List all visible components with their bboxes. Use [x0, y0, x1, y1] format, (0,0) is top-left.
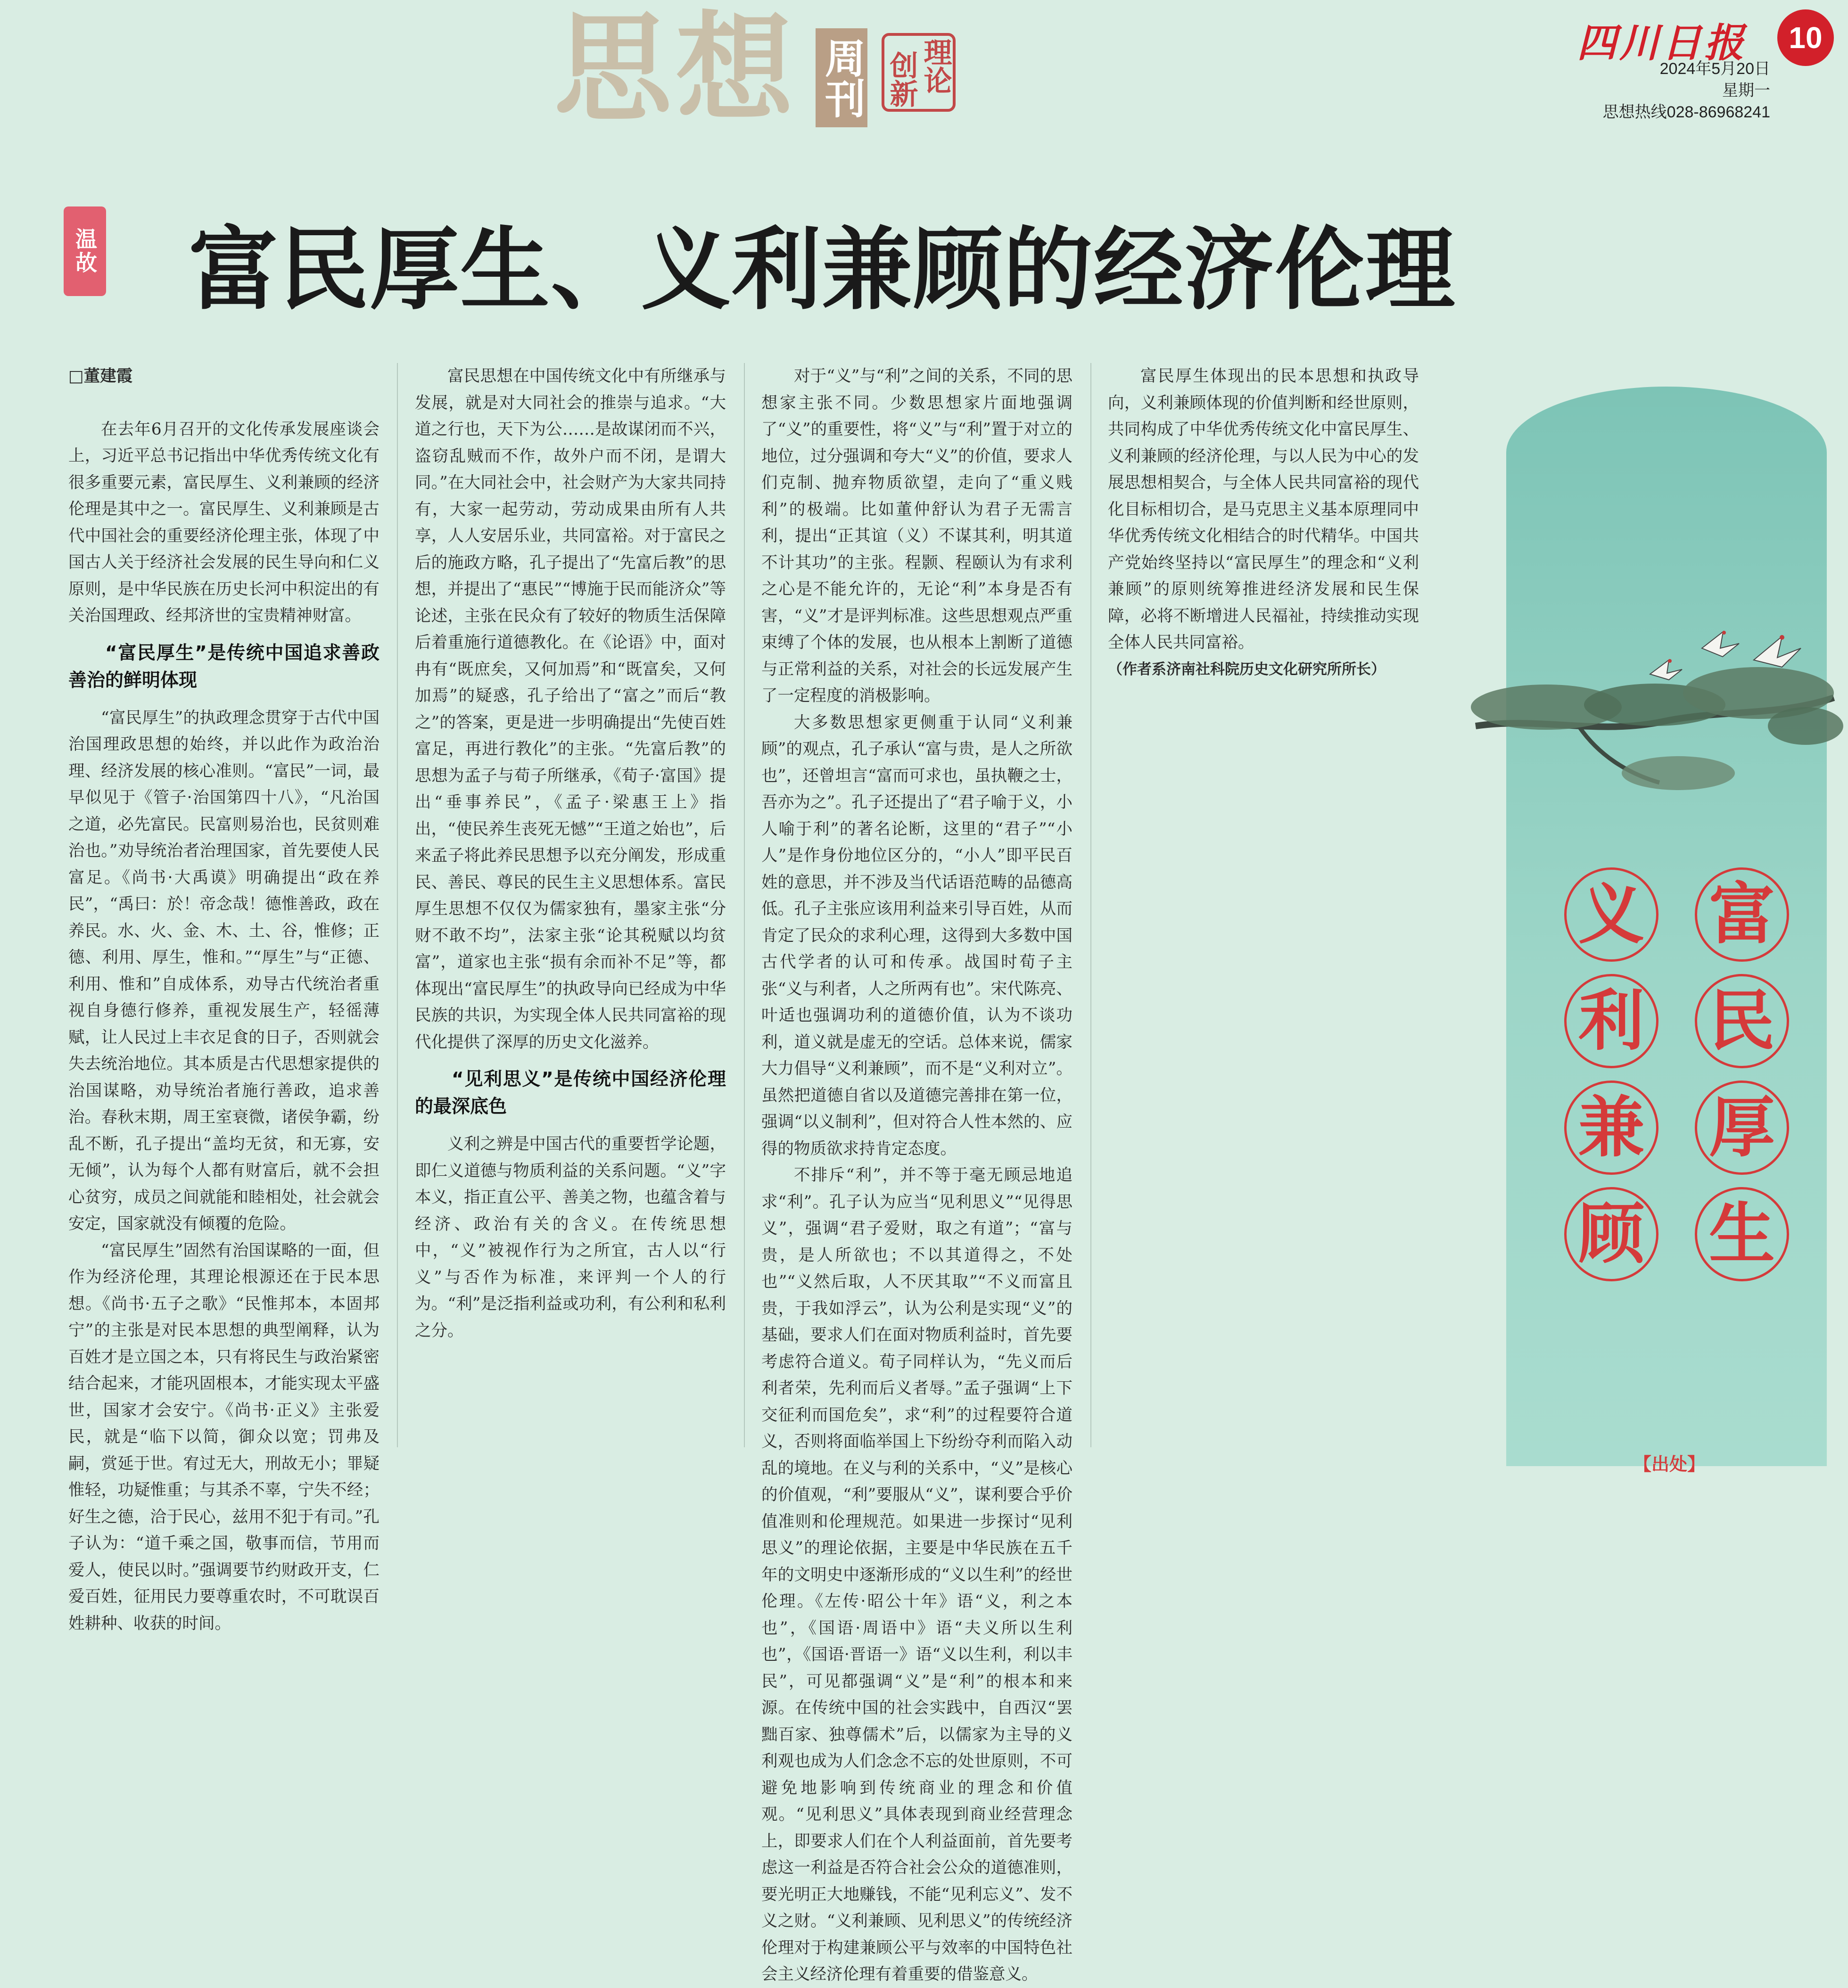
- paragraph-2: “富民厚生”固然有治国谋略的一面，但作为经济伦理，其理论根源还在于民本思想。《尚书·五子之歌》“民惟邦本，本固邦宁”的主张是对民本思想的典型阐释，认为百姓才是立国之本，只有将民生与政治紧密结合起来，才能巩固根本，才能实现太平盛世，国家才会安宁。《尚书·正义》主张爱民，就是“临下以简，御众以宽；罚弗及嗣，赏延于世。宥过无大，刑故无小；罪疑惟轻，功疑惟重；与其杀不辜，宁失不经；好生之德，洽于民心，兹用不犯于有司。”孔子认为：“道千乘之国，敬事而信，节用而爱人，使民以时。”强调要节约财政开支，仁爱百姓，征用民力要尊重农时，不可耽误百姓耕种、收获的时间。: [68, 1241, 380, 1633]
- paper-name: 四川日报: [1576, 19, 1747, 66]
- circled-char: 兼: [1564, 1081, 1658, 1175]
- circled-char: 富: [1695, 867, 1789, 962]
- circled-char: 利: [1564, 974, 1658, 1068]
- article-column-2: [415, 363, 726, 1447]
- byline: □董建霞: [68, 367, 133, 386]
- seal-text-b: 创新: [885, 50, 918, 107]
- pine-and-cranes-illustration: [1457, 603, 1843, 867]
- circled-char: 厚: [1695, 1081, 1789, 1175]
- theory-innovation-seal: [882, 33, 956, 112]
- paragraph-3: 富民思想在中国传统文化中有所继承与发展，就是对大同社会的推崇与追求。“大道之行也，天下为公……是故谋闭而不兴，盗窃乱贼而不作，故外户而不闭，是谓大同。”在大同社会中，社会财产为大家共同持有，大家一起劳动，劳动成果由所有人共享，人人安居乐业，共同富裕。对于富民之后的施政方略，孔子提出了“先富后教”的思想，并提出了“惠民”“博施于民而能济众”等论述，主张在民众有了较好的物质生活保障后着重施行道德教化。在《论语》中，面对冉有“既庶矣，又何加焉”和“既富矣，又何加焉”的疑惑，孔子给出了“富之”而后“教之”的答案，更是进一步明确提出“先使百姓富足，再进行教化”的主张。“先富后教”的思想为孟子与荀子所继承，《荀子·富国》提出“垂事养民”，《孟子·梁惠王上》指出，“使民养生丧死无憾”“王道之始也”，后来孟子将此养民思想予以充分阐发，形成重民、善民、尊民的民生主义思想体系。富民厚生思想不仅仅为儒家独有，墨家主张“分财不敢不均”，法家主张“论其税赋以均贫富”，道家也主张“损有余而补不足”等，都体现出“富民厚生”的执政导向已经成为中华民族的共识，为实现全体人民共同富裕的现代化提供了深厚的历史文化滋养。: [415, 367, 726, 1052]
- paragraph-1: “富民厚生”的执政理念贯穿于古代中国治国理政思想的始终，并以此作为政治治理、经济发展的核心准则。“富民”一词，最早似见于《管子·治国第四十八》，“凡治国之道，必先富民。民富则易治也，民贫则难治也。”劝导统治者治理国家，首先要使人民富足。《尚书·大禹谟》明确提出“政在养民”，“禹曰：於！帝念哉！德惟善政，政在养民。水、火、金、木、土、谷，惟修；正德、利用、厚生，惟和。”“厚生”与“正德、利用、惟和”自成体系，劝导古代统治者重视自身德行修养，重视发展生产，轻徭薄赋，让人民过上丰衣足食的日子，否则就会失去统治地位。其本质是古代思想家提供的治国谋略，劝导统治者施行善政，追求善治。春秋末期，周王室衰微，诸侯争霸，纷乱不断，孔子提出“盖均无贫，和无寡，安无倾”，认为每个人都有财富后，就不会担心贫穷，成员之间就能和睦相处，社会就会安定，国家就没有倾覆的危险。: [68, 708, 380, 1233]
- author-note: （作者系济南社科院历史文化研究所所长）: [1108, 660, 1386, 678]
- issue-weekday: 星期一: [1722, 82, 1770, 99]
- article-title: 富民厚生、义利兼顾的经济伦理: [189, 218, 1456, 322]
- column-tag: 温故: [64, 206, 106, 296]
- seal-text-a: 理论: [919, 37, 952, 94]
- issue-date: 2024年5月20日: [1659, 60, 1770, 78]
- weekly-label: 周刊: [816, 28, 867, 127]
- page-number-badge: 10: [1777, 9, 1834, 66]
- column-divider: [744, 363, 745, 1447]
- paragraph-6: 大多数思想家更侧重于认同“义利兼顾”的观点，孔子承认“富与贵，是人之所欲也”，还曾坦言“富而可求也，虽执鞭之士，吾亦为之”。孔子还提出了“君子喻于义，小人喻于利”的著名论断，这里的“君子”“小人”是作身份地位区分的，“小人”即平民百姓的意思，并不涉及当代话语范畴的品德高低。孔子主张应该用利益来引导百姓，从而肯定了民众的求利心理，这得到大多数中国古代学者的认可和传承。战国时荀子主张“义与利者，人之所两有也”。宋代陈亮、叶适也强调功利的道德价值，认为不谈功利，道义就是虚无的空话。总体来说，儒家大力倡导“义利兼顾”，而不是“义利对立”。虽然把道德自省以及道德完善排在第一位，强调“以义制利”，但对符合人性本然的、应得的物质欲求持肯定态度。: [761, 713, 1072, 1158]
- column-divider: [397, 363, 398, 1447]
- section-title: 思想: [554, 0, 797, 138]
- circled-chars-right: [1695, 867, 1789, 1281]
- circled-char: 义: [1564, 867, 1658, 962]
- circled-char: 顾: [1564, 1187, 1658, 1281]
- circled-chars-left: [1564, 867, 1658, 1281]
- paragraph-4: 义利之辨是中国古代的重要哲学论题，即仁义道德与物质利益的关系问题。“义”字本义，指正直公平、善美之物，也蕴含着与经济、政治有关的含义。在传统思想中，“义”被视作行为之所宜，古人以“行义”与否作为标准，来评判一个人的行为。“利”是泛指利益或功利，有公利和私利之分。: [415, 1135, 726, 1340]
- paragraph-7: 不排斥“利”，并不等于毫无顾忌地追求“利”。孔子认为应当“见利思义”“见得思义”，强调“君子爱财，取之有道”；“富与贵，是人所欲也；不以其道得之，不处也”“义然后取，人不厌其取”“不义而富且贵，于我如浮云”，认为公利是实现“义”的基础，要求人们在面对物质利益时，首先要考虑符合道义。荀子同样认为，“先义而后利者荣，先利而后义者辱。”孟子强调“上下交征利而国危矣”，求“利”的过程要符合道义，否则将面临举国上下纷纷夺利而陷入动乱的境地。在义与利的关系中，“义”是核心的价值观，“利”要服从“义”，谋利要合乎价值准则和伦理规范。如果进一步探讨“见利思义”的理论依据，主要是中华民族在五千年的文明史中逐渐形成的“义以生利”的经世伦理。《左传·昭公十年》语“义，利之本也”，《国语·周语中》语“夫义所以生利也”，《国语·晋语一》语“义以生利，利以丰民”，可见都强调“义”是“利”的根本和来源。在传统中国的社会实践中，自西汉“罢黜百家、独尊儒术”后，以儒家为主导的义利观也成为人们念念不忘的处世原则，不可避免地影响到传统商业的理念和价值观。“见利思义”具体表现到商业经营理念上，即要求人们在个人利益面前，首先要考虑这一利益是否符合社会公众的道德准则，要光明正大地赚钱，不能“见利忘义”、发不义之财。“义利兼顾、见利思义”的传统经济伦理对于构建兼顾公平与效率的中国特色社会主义经济伦理有着重要的借鉴意义。: [761, 1166, 1072, 1984]
- paragraph-5: 对于“义”与“利”之间的关系，不同的思想家主张不同。少数思想家片面地强调了“义”的重要性，将“义”与“利”置于对立的地位，过分强调和夸大“义”的价值，要求人们克制、抛弃物质欲望，走向了“重义贱利”的极端。比如董仲舒认为君子无需言利，提出“正其谊（义）不谋其利，明其道不计其功”的主张。程颢、程颐认为有求利之心是不能允许的，无论“利”本身是否有害，“义”才是评判标准。这些思想观点严重束缚了个体的发展，也从根本上割断了道德与正常利益的关系，对社会的长远发展产生了一定程度的消极影响。: [761, 367, 1072, 705]
- section-heading-1: “富民厚生”是传统中国追求善政善治的鲜明体现: [68, 642, 380, 691]
- source-label: 【出处】: [1634, 1454, 1706, 1475]
- article-column-1: [68, 363, 380, 1633]
- hotline: 思想热线028-86968241: [1602, 103, 1770, 121]
- circled-char: 生: [1695, 1187, 1789, 1281]
- column-divider: [1090, 363, 1091, 1447]
- circled-char: 民: [1695, 974, 1789, 1068]
- article-column-3: [761, 363, 1072, 1984]
- paragraph-intro: 在去年6月召开的文化传承发展座谈会上，习近平总书记指出中华优秀传统文化有很多重要元素，富民厚生、义利兼顾的经济伦理是其中之一。富民厚生、义利兼顾是古代中国社会的重要经济伦理主张，体现了中国古人关于经济社会发展的民生导向和仁义原则，是中华民族在历史长河中积淀出的有关治国理政、经邦济世的宝贵精神财富。: [68, 420, 380, 625]
- paragraph-8: 富民厚生体现出的民本思想和执政导向，义利兼顾体现的价值判断和经世原则，共同构成了中华优秀传统文化中富民厚生、义利兼顾的经济伦理，与以人民为中心的发展思想相契合，与全体人民共同富裕的现代化目标相切合，是马克思主义基本原理同中华优秀传统文化相结合的时代精华。中国共产党始终坚持以“富民厚生”的理念和“义利兼顾”的原则统筹推进经济发展和民生保障，必将不断增进人民福祉，持续推动实现全体人民共同富裕。: [1108, 367, 1419, 652]
- section-heading-2: “见利思义”是传统中国经济伦理的最深底色: [415, 1069, 726, 1117]
- article-column-4: [1108, 363, 1419, 1447]
